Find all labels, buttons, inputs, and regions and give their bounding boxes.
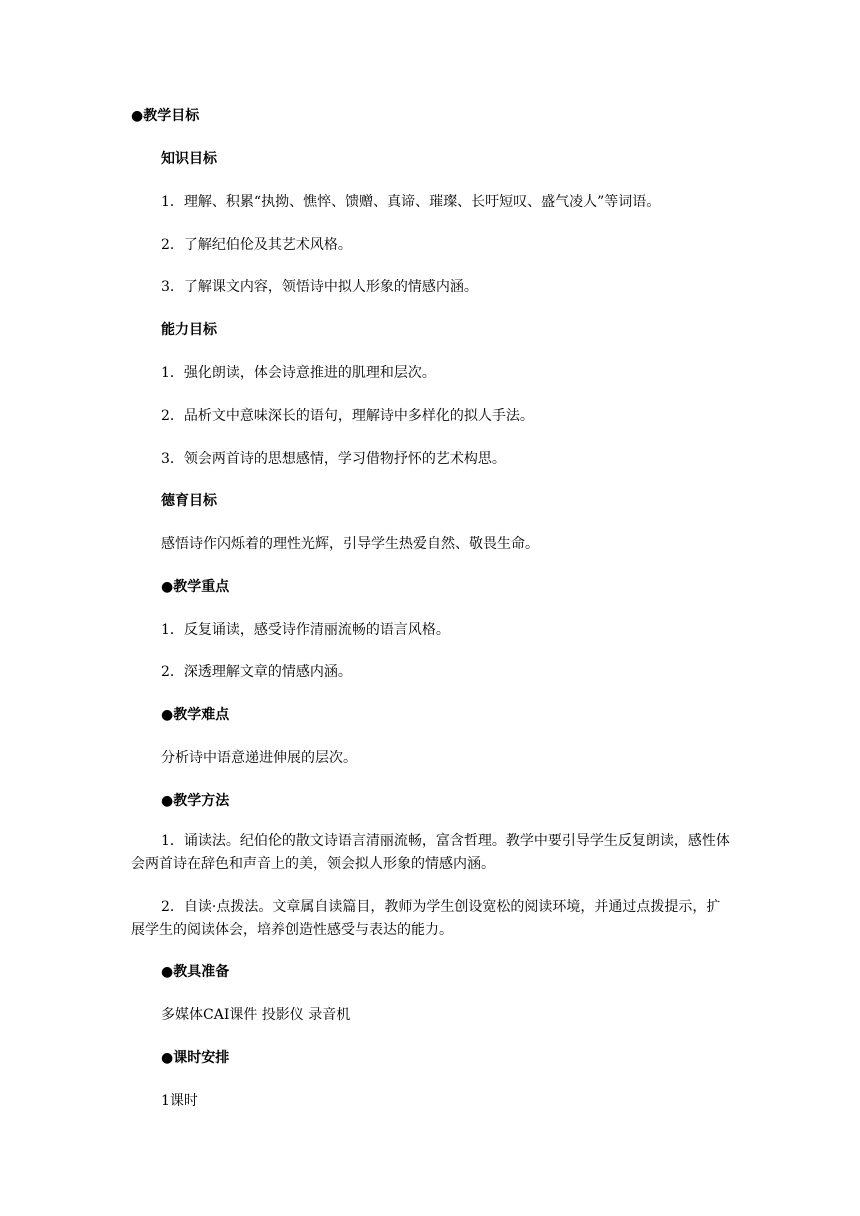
methods-heading: ●教学方法 — [161, 793, 230, 809]
schedule-text: 1课时 — [161, 1093, 198, 1109]
knowledge-item-3: 3．了解课文内容，领悟诗中拟人形象的情感内涵。 — [161, 279, 478, 295]
knowledge-objectives-title: 知识目标 — [161, 151, 217, 167]
method-item-1: 1．诵读法。纪伯伦的散文诗语言清丽流畅，富含哲理。教学中要引导学生反复朗读，感性体会两首诗在辞色和声音上的美，领会拟人形象的情感内涵。 — [131, 833, 730, 872]
moral-objectives-text: 感悟诗作闪烁着的理性光辉，引导学生热爱自然、敬畏生命。 — [161, 536, 539, 552]
method-item-2: 2．自读·点拨法。文章属自读篇目，教师为学生创设宽松的阅读环境，并通过点拨提示，扩展学生的阅读体会，培养创造性感受与表达的能力。 — [131, 899, 721, 938]
key-points-heading: ●教学重点 — [161, 579, 230, 595]
ability-item-3: 3．领会两首诗的思想感情，学习借物抒怀的艺术构思。 — [161, 451, 506, 467]
moral-objectives-title: 德育目标 — [161, 493, 217, 509]
tools-heading: ●教具准备 — [161, 964, 230, 980]
difficulties-heading: ●教学难点 — [161, 707, 230, 723]
key-point-item-2: 2．深透理解文章的情感内涵。 — [161, 664, 352, 680]
knowledge-item-1: 1．理解、积累“执拗、憔悴、馈赠、真谛、璀璨、长吁短叹、盛气凌人”等词语。 — [161, 194, 661, 210]
objectives-heading: ●教学目标 — [131, 108, 200, 124]
ability-objectives-title: 能力目标 — [161, 322, 217, 338]
key-point-item-1: 1．反复诵读，感受诗作清丽流畅的语言风格。 — [161, 622, 450, 638]
ability-item-1: 1．强化朗读，体会诗意推进的肌理和层次。 — [161, 365, 436, 381]
schedule-heading: ●课时安排 — [161, 1050, 230, 1066]
tools-text: 多媒体CAI课件 投影仪 录音机 — [161, 1007, 351, 1023]
ability-item-2: 2．品析文中意味深长的语句，理解诗中多样化的拟人手法。 — [161, 408, 534, 424]
difficulties-text: 分析诗中语意递进伸展的层次。 — [161, 750, 357, 766]
knowledge-item-2: 2．了解纪伯伦及其艺术风格。 — [161, 237, 352, 253]
